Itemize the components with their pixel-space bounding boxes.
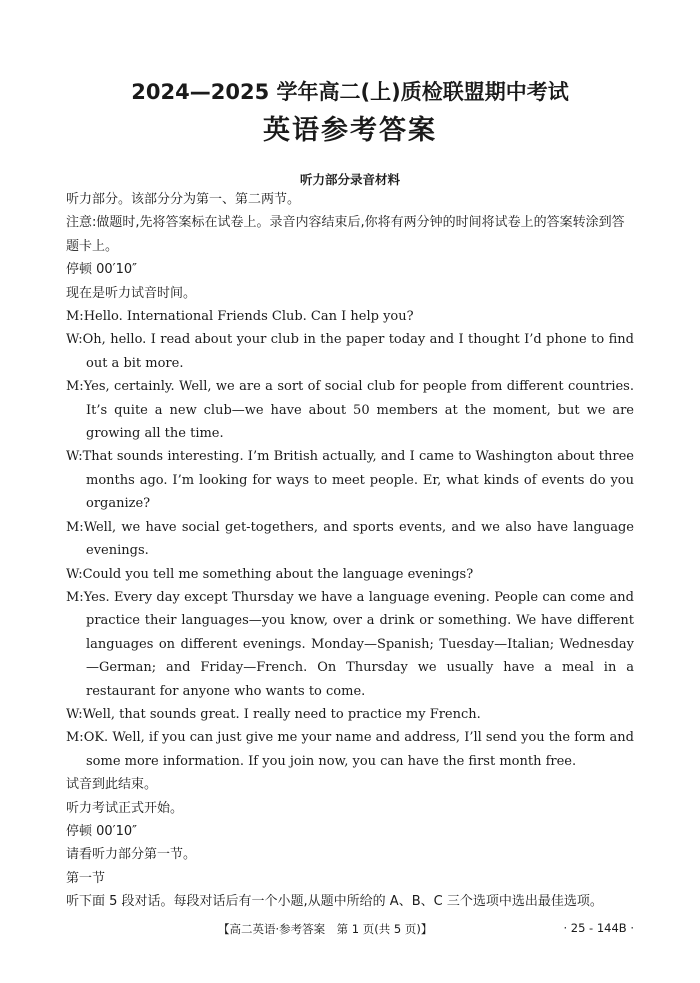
instruction-text: 停顿 00′10″	[66, 823, 138, 839]
dialogue-line: M:Well, we have social get-togethers, and sports events, and we also have language evenings.	[66, 519, 634, 559]
dialogue-line: W:Well, that sounds great. I really need to practice my French.	[66, 706, 481, 722]
instruction-text: 试音到此结束。	[66, 777, 158, 793]
dialogue-line: W:That sounds interesting. I’m British actually, and I came to Washington about three months ago. I’m looking for ways to meet people. Er, what kinds of events do you organize?	[66, 449, 634, 512]
document-subtitle: 英语参考答案	[263, 115, 437, 146]
instruction-text: 请看听力部分第一节。	[66, 847, 197, 863]
dialogue-line: W:Could you tell me something about the language evenings?	[66, 566, 474, 582]
instruction-text: 听力部分。该部分分为第一、第二两节。	[66, 192, 301, 207]
instruction-text: 第一节	[66, 870, 106, 886]
exam-title: 2024—2025 学年高二(上)质检联盟期中考试	[131, 80, 569, 104]
instruction-text: 听力考试正式开始。	[66, 800, 184, 816]
instruction-text: 现在是听力试音时间。	[66, 285, 197, 301]
dialogue-line: W:Oh, hello. I read about your club in the paper today and I thought I’d phone to find out a bit more.	[66, 332, 634, 371]
instruction-text: 注意:做题时,先将答案标在试卷上。录音内容结束后,你将有两分钟的时间将试卷上的答案转涂到答题卡上。	[66, 215, 625, 254]
footer-page-info: 【高二英语·参考答案 第 1 页(共 5 页)】	[218, 922, 433, 936]
transcript-body	[66, 188, 634, 914]
instruction-text: 停顿 00′10″	[66, 262, 138, 278]
section-title: 听力部分录音材料	[299, 172, 400, 187]
dialogue-line: M:Hello. International Friends Club. Can I help you?	[66, 309, 414, 325]
footer-doc-code: · 25 - 144B ·	[563, 921, 634, 935]
dialogue-line: M:Yes. Every day except Thursday we have a language evening. People can come and practice their languages—you know, over a drink or something. We have different languages on different evenings. Monday—Spanish; Tuesday—Italian; Wednesday—German; and Friday—French. On Thursday we usually have a meal in a restaurant for anyone who wants to come.	[66, 589, 634, 699]
instruction-text: 听下面 5 段对话。每段对话后有一个小题,从题中所给的 A、B、C 三个选项中选出最佳选项。	[66, 894, 603, 910]
dialogue-line: M:OK. Well, if you can just give me your name and address, I’ll send you the form and some more information. If you join now, you can have the first month free.	[66, 730, 634, 769]
dialogue-line: M:Yes, certainly. Well, we are a sort of social club for people from different countries. It’s quite a new club—we have about 50 members at the moment, but we are growing all the time.	[66, 379, 634, 442]
